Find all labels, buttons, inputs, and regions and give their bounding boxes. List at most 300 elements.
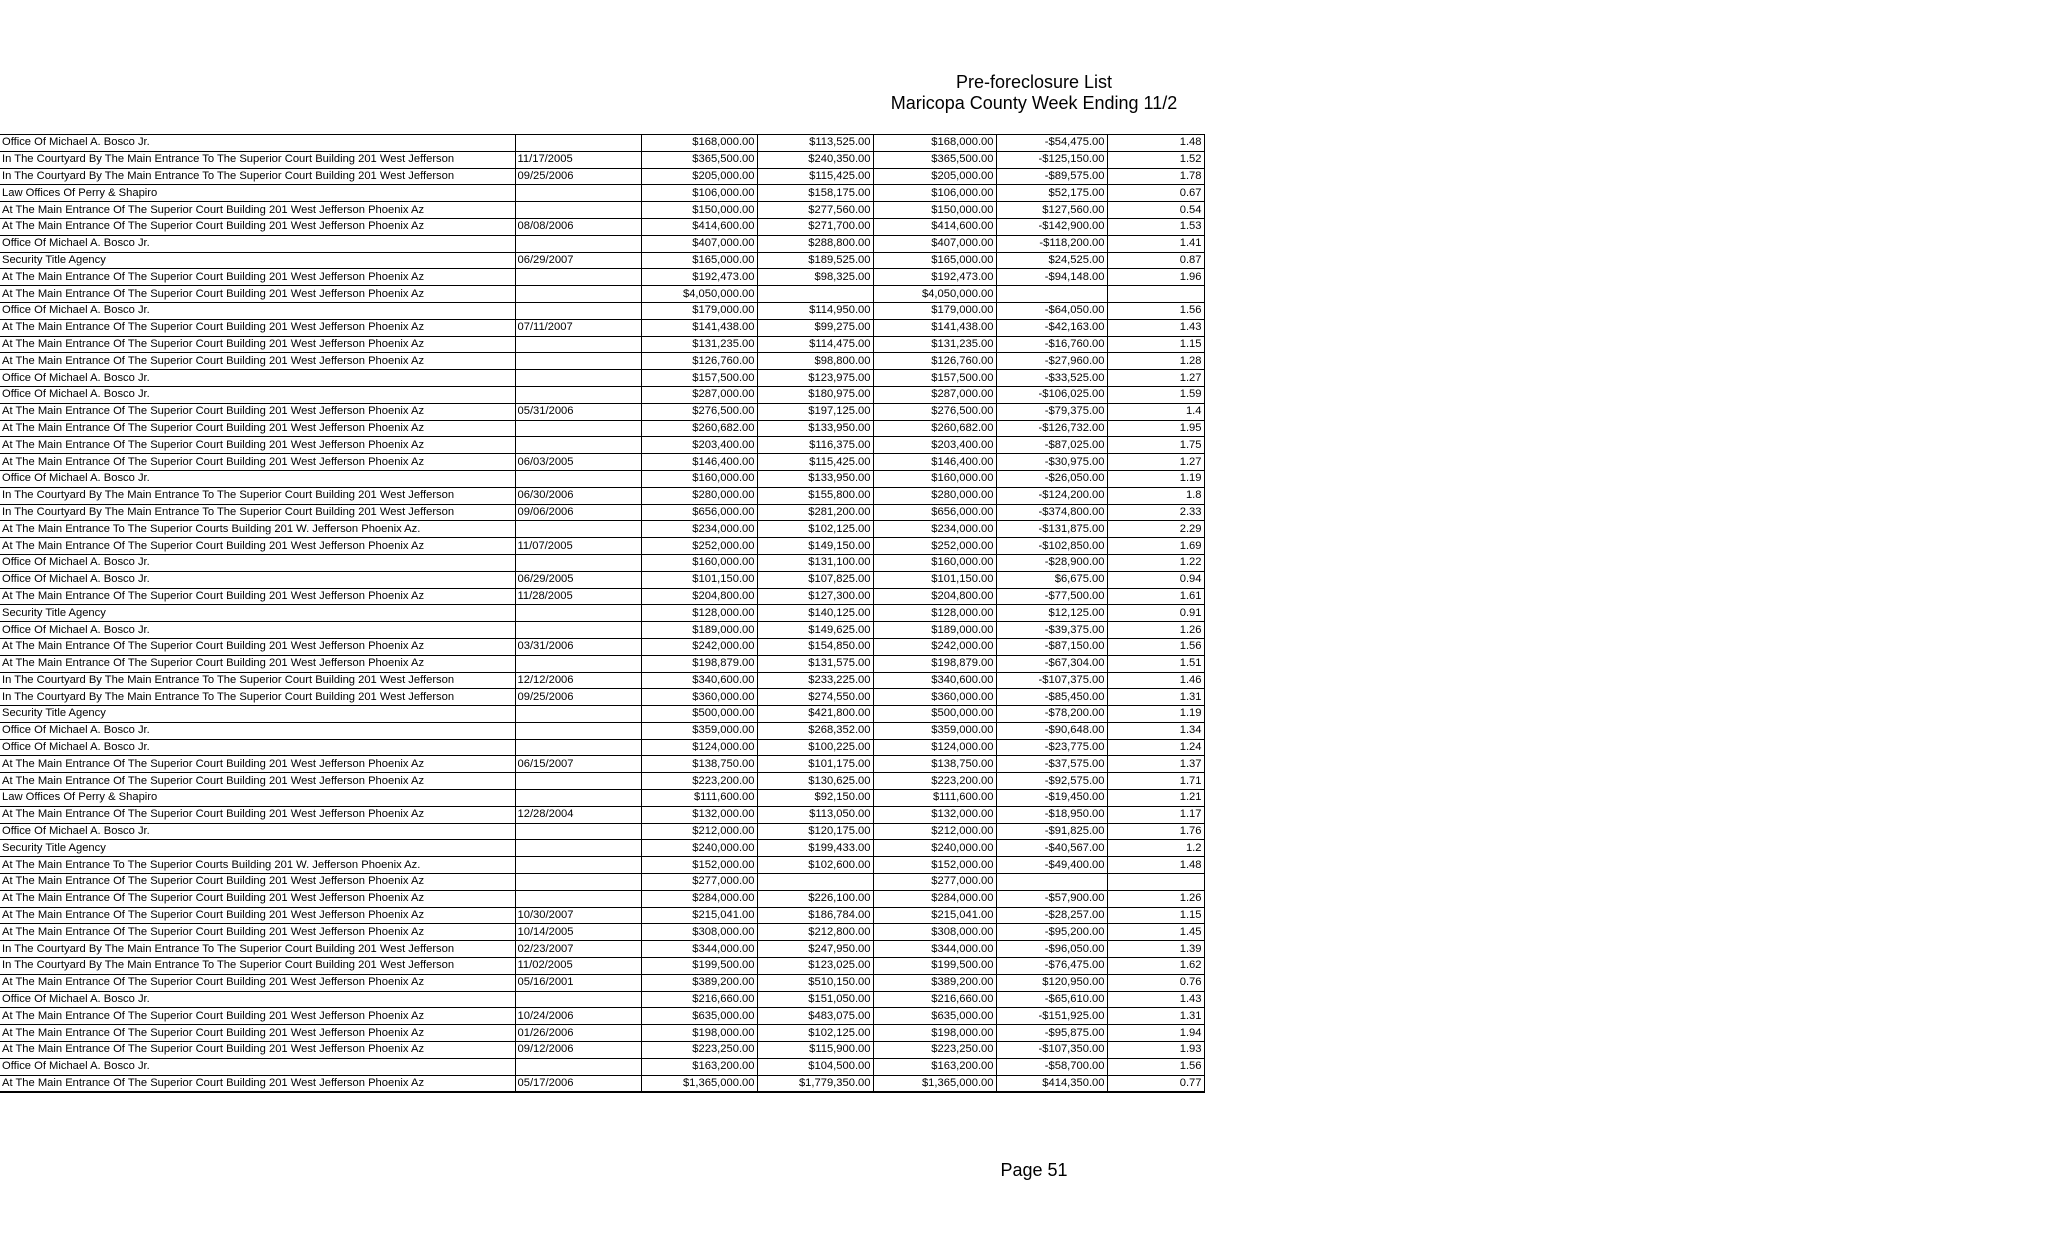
value-cell: $212,800.00 <box>757 924 873 941</box>
difference-cell: -$94,148.00 <box>996 269 1107 286</box>
date-cell: 10/24/2006 <box>515 1008 641 1025</box>
difference-cell: -$33,525.00 <box>996 370 1107 387</box>
amount-cell: $192,473.00 <box>641 269 757 286</box>
value-cell: $199,433.00 <box>757 840 873 857</box>
ratio-cell: 1.53 <box>1107 218 1204 235</box>
bid-cell: $205,000.00 <box>873 168 996 185</box>
ratio-cell <box>1107 874 1204 891</box>
difference-cell: -$76,475.00 <box>996 958 1107 975</box>
table-row <box>0 722 1204 739</box>
table-row <box>0 941 1204 958</box>
bid-cell: $360,000.00 <box>873 689 996 706</box>
value-cell: $240,350.00 <box>757 151 873 168</box>
amount-cell: $277,000.00 <box>641 874 757 891</box>
difference-cell: -$85,450.00 <box>996 689 1107 706</box>
table-row <box>0 437 1204 454</box>
location-cell: In The Courtyard By The Main Entrance To The Superior Court Building 201 West Jefferson <box>0 151 515 168</box>
table-row <box>0 1058 1204 1075</box>
difference-cell: -$89,575.00 <box>996 168 1107 185</box>
location-cell: Security Title Agency <box>0 706 515 723</box>
ratio-cell: 0.76 <box>1107 974 1204 991</box>
difference-cell: -$37,575.00 <box>996 756 1107 773</box>
date-cell: 09/06/2006 <box>515 504 641 521</box>
date-cell: 05/17/2006 <box>515 1075 641 1092</box>
date-cell <box>515 840 641 857</box>
value-cell: $271,700.00 <box>757 218 873 235</box>
date-cell: 11/07/2005 <box>515 538 641 555</box>
bid-cell: $146,400.00 <box>873 454 996 471</box>
date-cell <box>515 135 641 152</box>
ratio-cell: 1.71 <box>1107 773 1204 790</box>
value-cell: $274,550.00 <box>757 689 873 706</box>
bid-cell: $223,200.00 <box>873 773 996 790</box>
difference-cell: -$151,925.00 <box>996 1008 1107 1025</box>
ratio-cell: 0.54 <box>1107 202 1204 219</box>
amount-cell: $223,200.00 <box>641 773 757 790</box>
date-cell <box>515 353 641 370</box>
ratio-cell: 1.93 <box>1107 1042 1204 1059</box>
ratio-cell: 1.56 <box>1107 302 1204 319</box>
location-cell: Office Of Michael A. Bosco Jr. <box>0 722 515 739</box>
amount-cell: $234,000.00 <box>641 521 757 538</box>
difference-cell: -$28,900.00 <box>996 554 1107 571</box>
amount-cell: $635,000.00 <box>641 1008 757 1025</box>
value-cell: $226,100.00 <box>757 890 873 907</box>
ratio-cell: 1.43 <box>1107 319 1204 336</box>
amount-cell: $189,000.00 <box>641 622 757 639</box>
amount-cell: $111,600.00 <box>641 790 757 807</box>
table-row <box>0 823 1204 840</box>
bid-cell: $198,000.00 <box>873 1025 996 1042</box>
bid-cell: $131,235.00 <box>873 336 996 353</box>
amount-cell: $126,760.00 <box>641 353 757 370</box>
difference-cell: -$64,050.00 <box>996 302 1107 319</box>
location-cell: At The Main Entrance Of The Superior Court Building 201 West Jefferson Phoenix Az <box>0 403 515 420</box>
location-cell: At The Main Entrance Of The Superior Court Building 201 West Jefferson Phoenix Az <box>0 454 515 471</box>
date-cell: 08/08/2006 <box>515 218 641 235</box>
difference-cell: -$107,350.00 <box>996 1042 1107 1059</box>
amount-cell: $199,500.00 <box>641 958 757 975</box>
difference-cell: -$125,150.00 <box>996 151 1107 168</box>
date-cell <box>515 722 641 739</box>
table-row <box>0 638 1204 655</box>
table-row <box>0 370 1204 387</box>
date-cell <box>515 890 641 907</box>
difference-cell: $414,350.00 <box>996 1075 1107 1092</box>
ratio-cell: 1.96 <box>1107 269 1204 286</box>
location-cell: At The Main Entrance Of The Superior Court Building 201 West Jefferson Phoenix Az <box>0 924 515 941</box>
difference-cell: $120,950.00 <box>996 974 1107 991</box>
ratio-cell: 1.24 <box>1107 739 1204 756</box>
location-cell: Law Offices Of Perry & Shapiro <box>0 790 515 807</box>
location-cell: Law Offices Of Perry & Shapiro <box>0 185 515 202</box>
table-row <box>0 622 1204 639</box>
amount-cell: $198,000.00 <box>641 1025 757 1042</box>
ratio-cell: 1.34 <box>1107 722 1204 739</box>
bid-cell: $168,000.00 <box>873 135 996 152</box>
bid-cell: $192,473.00 <box>873 269 996 286</box>
table-row <box>0 571 1204 588</box>
value-cell: $180,975.00 <box>757 386 873 403</box>
value-cell: $288,800.00 <box>757 235 873 252</box>
table-row <box>0 790 1204 807</box>
difference-cell: -$16,760.00 <box>996 336 1107 353</box>
value-cell: $130,625.00 <box>757 773 873 790</box>
value-cell: $123,975.00 <box>757 370 873 387</box>
bid-cell: $500,000.00 <box>873 706 996 723</box>
amount-cell: $160,000.00 <box>641 554 757 571</box>
value-cell: $483,075.00 <box>757 1008 873 1025</box>
bid-cell: $365,500.00 <box>873 151 996 168</box>
amount-cell: $101,150.00 <box>641 571 757 588</box>
difference-cell: -$95,875.00 <box>996 1025 1107 1042</box>
table-row <box>0 874 1204 891</box>
ratio-cell: 2.33 <box>1107 504 1204 521</box>
table-row <box>0 386 1204 403</box>
location-cell: At The Main Entrance Of The Superior Court Building 201 West Jefferson Phoenix Az <box>0 319 515 336</box>
date-cell <box>515 269 641 286</box>
date-cell: 05/16/2001 <box>515 974 641 991</box>
amount-cell: $276,500.00 <box>641 403 757 420</box>
ratio-cell: 0.67 <box>1107 185 1204 202</box>
location-cell: At The Main Entrance Of The Superior Court Building 201 West Jefferson Phoenix Az <box>0 773 515 790</box>
table-row <box>0 974 1204 991</box>
table-row <box>0 235 1204 252</box>
bid-cell: $141,438.00 <box>873 319 996 336</box>
ratio-cell: 1.75 <box>1107 437 1204 454</box>
difference-cell: -$374,800.00 <box>996 504 1107 521</box>
value-cell: $98,325.00 <box>757 269 873 286</box>
date-cell: 03/31/2006 <box>515 638 641 655</box>
amount-cell: $138,750.00 <box>641 756 757 773</box>
table-row <box>0 1075 1204 1092</box>
bid-cell: $389,200.00 <box>873 974 996 991</box>
difference-cell: -$131,875.00 <box>996 521 1107 538</box>
location-cell: Security Title Agency <box>0 605 515 622</box>
date-cell: 06/29/2005 <box>515 571 641 588</box>
amount-cell: $284,000.00 <box>641 890 757 907</box>
value-cell: $107,825.00 <box>757 571 873 588</box>
value-cell: $131,100.00 <box>757 554 873 571</box>
amount-cell: $165,000.00 <box>641 252 757 269</box>
location-cell: At The Main Entrance To The Superior Courts Building 201 W. Jefferson Phoenix Az. <box>0 857 515 874</box>
bid-cell: $308,000.00 <box>873 924 996 941</box>
bid-cell: $216,660.00 <box>873 991 996 1008</box>
difference-cell: -$65,610.00 <box>996 991 1107 1008</box>
location-cell: In The Courtyard By The Main Entrance To The Superior Court Building 201 West Jefferson <box>0 689 515 706</box>
difference-cell: $12,125.00 <box>996 605 1107 622</box>
bid-cell: $150,000.00 <box>873 202 996 219</box>
location-cell: Office Of Michael A. Bosco Jr. <box>0 302 515 319</box>
ratio-cell: 1.8 <box>1107 487 1204 504</box>
ratio-cell: 1.37 <box>1107 756 1204 773</box>
amount-cell: $163,200.00 <box>641 1058 757 1075</box>
ratio-cell: 1.28 <box>1107 353 1204 370</box>
amount-cell: $212,000.00 <box>641 823 757 840</box>
table-row <box>0 319 1204 336</box>
difference-cell <box>996 874 1107 891</box>
amount-cell: $215,041.00 <box>641 907 757 924</box>
bid-cell: $280,000.00 <box>873 487 996 504</box>
location-cell: At The Main Entrance Of The Superior Court Building 201 West Jefferson Phoenix Az <box>0 269 515 286</box>
bid-cell: $635,000.00 <box>873 1008 996 1025</box>
ratio-cell: 0.94 <box>1107 571 1204 588</box>
date-cell <box>515 420 641 437</box>
bid-cell: $277,000.00 <box>873 874 996 891</box>
table-row <box>0 454 1204 471</box>
bid-cell: $157,500.00 <box>873 370 996 387</box>
date-cell <box>515 874 641 891</box>
table-row <box>0 269 1204 286</box>
ratio-cell: 1.26 <box>1107 622 1204 639</box>
value-cell: $133,950.00 <box>757 470 873 487</box>
date-cell <box>515 521 641 538</box>
difference-cell: -$67,304.00 <box>996 655 1107 672</box>
difference-cell: -$26,050.00 <box>996 470 1107 487</box>
report-title: Pre-foreclosure List <box>955 72 1113 92</box>
amount-cell: $389,200.00 <box>641 974 757 991</box>
location-cell: At The Main Entrance Of The Superior Court Building 201 West Jefferson Phoenix Az <box>0 353 515 370</box>
table-row <box>0 857 1204 874</box>
value-cell <box>757 286 873 303</box>
location-cell: At The Main Entrance Of The Superior Court Building 201 West Jefferson Phoenix Az <box>0 655 515 672</box>
value-cell: $115,425.00 <box>757 168 873 185</box>
bid-cell: $252,000.00 <box>873 538 996 555</box>
amount-cell: $287,000.00 <box>641 386 757 403</box>
ratio-cell: 1.22 <box>1107 554 1204 571</box>
location-cell: Office Of Michael A. Bosco Jr. <box>0 370 515 387</box>
bid-cell: $101,150.00 <box>873 571 996 588</box>
difference-cell: -$57,900.00 <box>996 890 1107 907</box>
difference-cell: -$42,163.00 <box>996 319 1107 336</box>
date-cell: 01/26/2006 <box>515 1025 641 1042</box>
foreclosure-table <box>0 134 1205 1093</box>
bid-cell: $4,050,000.00 <box>873 286 996 303</box>
difference-cell: -$126,732.00 <box>996 420 1107 437</box>
table-row <box>0 672 1204 689</box>
location-cell: At The Main Entrance Of The Superior Court Building 201 West Jefferson Phoenix Az <box>0 588 515 605</box>
difference-cell: -$49,400.00 <box>996 857 1107 874</box>
location-cell: At The Main Entrance Of The Superior Court Building 201 West Jefferson Phoenix Az <box>0 806 515 823</box>
ratio-cell: 0.87 <box>1107 252 1204 269</box>
date-cell: 11/02/2005 <box>515 958 641 975</box>
ratio-cell: 1.56 <box>1107 638 1204 655</box>
table-row <box>0 135 1204 152</box>
ratio-cell: 1.27 <box>1107 370 1204 387</box>
difference-cell: -$95,200.00 <box>996 924 1107 941</box>
amount-cell: $242,000.00 <box>641 638 757 655</box>
table-row <box>0 991 1204 1008</box>
difference-cell: -$39,375.00 <box>996 622 1107 639</box>
date-cell: 11/28/2005 <box>515 588 641 605</box>
value-cell: $114,475.00 <box>757 336 873 353</box>
location-cell: At The Main Entrance Of The Superior Court Building 201 West Jefferson Phoenix Az <box>0 890 515 907</box>
bid-cell: $234,000.00 <box>873 521 996 538</box>
amount-cell: $131,235.00 <box>641 336 757 353</box>
table-row <box>0 521 1204 538</box>
bid-cell: $111,600.00 <box>873 790 996 807</box>
amount-cell: $340,600.00 <box>641 672 757 689</box>
date-cell: 05/31/2006 <box>515 403 641 420</box>
ratio-cell: 1.95 <box>1107 420 1204 437</box>
value-cell: $277,560.00 <box>757 202 873 219</box>
date-cell: 11/17/2005 <box>515 151 641 168</box>
location-cell: At The Main Entrance Of The Superior Court Building 201 West Jefferson Phoenix Az <box>0 638 515 655</box>
location-cell: In The Courtyard By The Main Entrance To The Superior Court Building 201 West Jefferson <box>0 504 515 521</box>
ratio-cell: 1.19 <box>1107 470 1204 487</box>
table-row <box>0 504 1204 521</box>
location-cell: In The Courtyard By The Main Entrance To The Superior Court Building 201 West Jefferson <box>0 168 515 185</box>
value-cell: $421,800.00 <box>757 706 873 723</box>
amount-cell: $260,682.00 <box>641 420 757 437</box>
amount-cell: $344,000.00 <box>641 941 757 958</box>
date-cell <box>515 823 641 840</box>
location-cell: At The Main Entrance Of The Superior Court Building 201 West Jefferson Phoenix Az <box>0 756 515 773</box>
ratio-cell: 1.48 <box>1107 135 1204 152</box>
date-cell <box>515 605 641 622</box>
ratio-cell: 1.41 <box>1107 235 1204 252</box>
amount-cell: $216,660.00 <box>641 991 757 1008</box>
bid-cell: $242,000.00 <box>873 638 996 655</box>
table-row <box>0 554 1204 571</box>
date-cell <box>515 773 641 790</box>
difference-cell: -$87,025.00 <box>996 437 1107 454</box>
table-row <box>0 689 1204 706</box>
table-row <box>0 168 1204 185</box>
table-row <box>0 336 1204 353</box>
table-row <box>0 605 1204 622</box>
amount-cell: $205,000.00 <box>641 168 757 185</box>
table-row <box>0 840 1204 857</box>
amount-cell: $365,500.00 <box>641 151 757 168</box>
value-cell: $92,150.00 <box>757 790 873 807</box>
bid-cell: $163,200.00 <box>873 1058 996 1075</box>
location-cell: Security Title Agency <box>0 252 515 269</box>
ratio-cell: 1.31 <box>1107 689 1204 706</box>
table-row <box>0 353 1204 370</box>
amount-cell: $146,400.00 <box>641 454 757 471</box>
amount-cell: $198,879.00 <box>641 655 757 672</box>
date-cell: 06/29/2007 <box>515 252 641 269</box>
difference-cell: $127,560.00 <box>996 202 1107 219</box>
bid-cell: $287,000.00 <box>873 386 996 403</box>
ratio-cell: 2.29 <box>1107 521 1204 538</box>
value-cell: $247,950.00 <box>757 941 873 958</box>
table-row <box>0 1008 1204 1025</box>
ratio-cell: 1.21 <box>1107 790 1204 807</box>
amount-cell: $203,400.00 <box>641 437 757 454</box>
value-cell: $113,525.00 <box>757 135 873 152</box>
value-cell: $127,300.00 <box>757 588 873 605</box>
location-cell: Office Of Michael A. Bosco Jr. <box>0 235 515 252</box>
table-row <box>0 806 1204 823</box>
date-cell <box>515 790 641 807</box>
table-row <box>0 202 1204 219</box>
bid-cell: $160,000.00 <box>873 470 996 487</box>
location-cell: Office Of Michael A. Bosco Jr. <box>0 991 515 1008</box>
location-cell: At The Main Entrance Of The Superior Court Building 201 West Jefferson Phoenix Az <box>0 874 515 891</box>
difference-cell: $52,175.00 <box>996 185 1107 202</box>
bid-cell: $160,000.00 <box>873 554 996 571</box>
date-cell: 02/23/2007 <box>515 941 641 958</box>
table-row <box>0 218 1204 235</box>
ratio-cell: 1.31 <box>1107 1008 1204 1025</box>
bid-cell: $340,600.00 <box>873 672 996 689</box>
difference-cell: -$92,575.00 <box>996 773 1107 790</box>
amount-cell: $150,000.00 <box>641 202 757 219</box>
table-row <box>0 739 1204 756</box>
table-row <box>0 958 1204 975</box>
ratio-cell <box>1107 286 1204 303</box>
value-cell: $131,575.00 <box>757 655 873 672</box>
amount-cell: $204,800.00 <box>641 588 757 605</box>
location-cell: At The Main Entrance Of The Superior Court Building 201 West Jefferson Phoenix Az <box>0 974 515 991</box>
location-cell: At The Main Entrance Of The Superior Court Building 201 West Jefferson Phoenix Az <box>0 202 515 219</box>
value-cell: $233,225.00 <box>757 672 873 689</box>
value-cell: $1,779,350.00 <box>757 1075 873 1092</box>
date-cell: 10/14/2005 <box>515 924 641 941</box>
bid-cell: $189,000.00 <box>873 622 996 639</box>
value-cell: $149,150.00 <box>757 538 873 555</box>
difference-cell: -$107,375.00 <box>996 672 1107 689</box>
location-cell: Office Of Michael A. Bosco Jr. <box>0 470 515 487</box>
difference-cell: -$40,567.00 <box>996 840 1107 857</box>
value-cell: $120,175.00 <box>757 823 873 840</box>
amount-cell: $308,000.00 <box>641 924 757 941</box>
table-row <box>0 403 1204 420</box>
date-cell: 10/30/2007 <box>515 907 641 924</box>
date-cell <box>515 437 641 454</box>
date-cell <box>515 706 641 723</box>
value-cell: $189,525.00 <box>757 252 873 269</box>
bid-cell: $284,000.00 <box>873 890 996 907</box>
difference-cell: -$90,648.00 <box>996 722 1107 739</box>
location-cell: At The Main Entrance Of The Superior Court Building 201 West Jefferson Phoenix Az <box>0 286 515 303</box>
table-row <box>0 420 1204 437</box>
difference-cell: -$58,700.00 <box>996 1058 1107 1075</box>
bid-cell: $276,500.00 <box>873 403 996 420</box>
value-cell: $151,050.00 <box>757 991 873 1008</box>
difference-cell: -$79,375.00 <box>996 403 1107 420</box>
date-cell: 12/28/2004 <box>515 806 641 823</box>
amount-cell: $124,000.00 <box>641 739 757 756</box>
difference-cell: -$28,257.00 <box>996 907 1107 924</box>
difference-cell: -$118,200.00 <box>996 235 1107 252</box>
value-cell: $140,125.00 <box>757 605 873 622</box>
bid-cell: $106,000.00 <box>873 185 996 202</box>
ratio-cell: 1.78 <box>1107 168 1204 185</box>
date-cell <box>515 302 641 319</box>
table-row <box>0 302 1204 319</box>
difference-cell: -$124,200.00 <box>996 487 1107 504</box>
table-row <box>0 1025 1204 1042</box>
bid-cell: $215,041.00 <box>873 907 996 924</box>
location-cell: At The Main Entrance Of The Superior Court Building 201 West Jefferson Phoenix Az <box>0 1025 515 1042</box>
amount-cell: $128,000.00 <box>641 605 757 622</box>
table-row <box>0 286 1204 303</box>
difference-cell: -$23,775.00 <box>996 739 1107 756</box>
ratio-cell: 1.15 <box>1107 336 1204 353</box>
location-cell: In The Courtyard By The Main Entrance To The Superior Court Building 201 West Jefferson <box>0 672 515 689</box>
page-number: Page 51 <box>1000 1160 1068 1180</box>
table-row <box>0 185 1204 202</box>
ratio-cell: 1.59 <box>1107 386 1204 403</box>
value-cell: $158,175.00 <box>757 185 873 202</box>
ratio-cell: 1.56 <box>1107 1058 1204 1075</box>
table-row <box>0 706 1204 723</box>
ratio-cell: 1.27 <box>1107 454 1204 471</box>
bid-cell: $203,400.00 <box>873 437 996 454</box>
